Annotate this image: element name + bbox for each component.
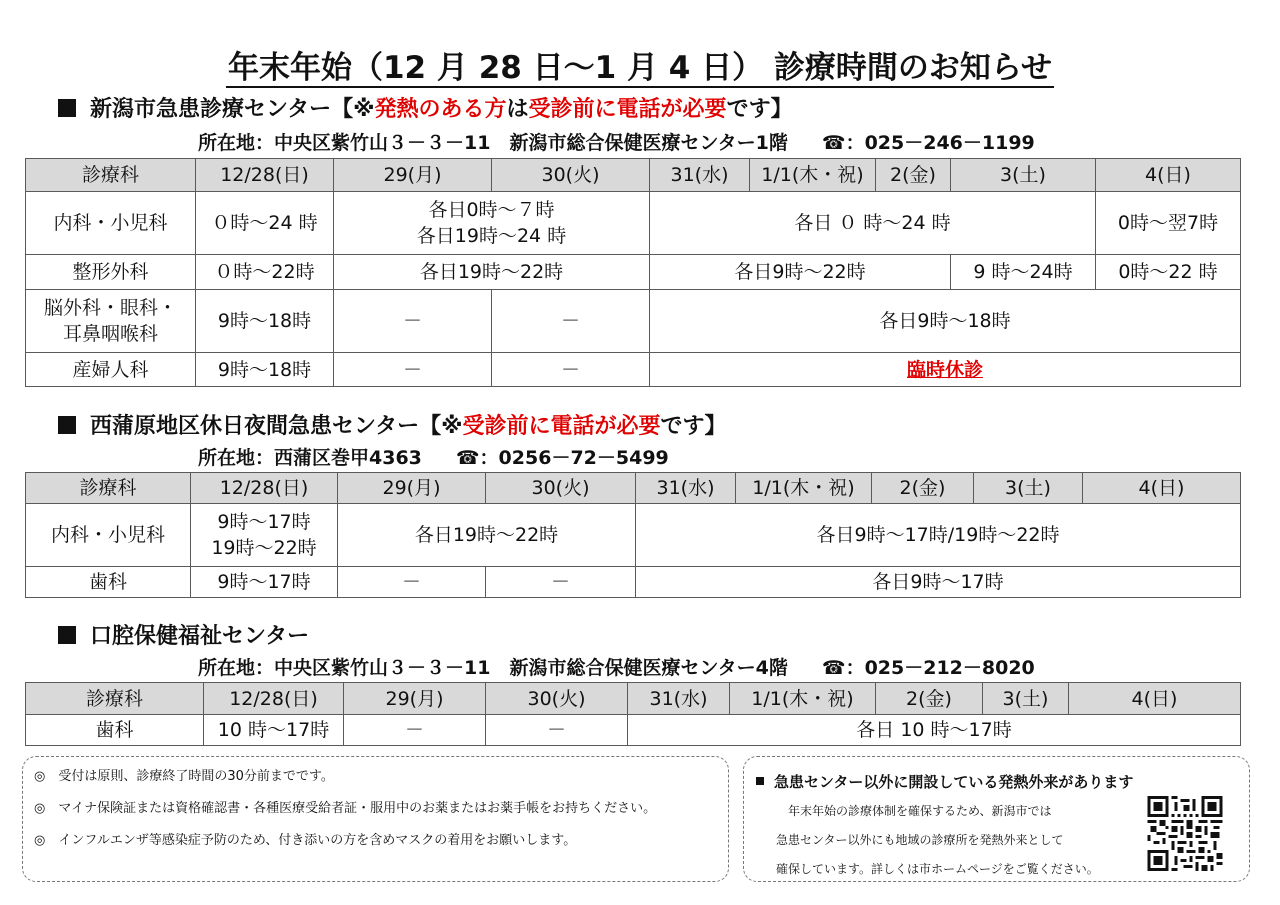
schedule-cell: 9 時～24時 bbox=[951, 255, 1096, 290]
fever-clinic-heading: 急患センター以外に開設している発熱外来があります bbox=[756, 771, 1133, 792]
schedule-cell: 9時～18時 bbox=[196, 353, 334, 387]
schedule-cell: － bbox=[334, 290, 492, 353]
closed-notice: 臨時休診 bbox=[906, 358, 983, 381]
dept-cell: 内科・小児科 bbox=[26, 504, 191, 567]
header-cell: 12/28(日) bbox=[204, 683, 344, 715]
header-cell: 30(火) bbox=[486, 683, 628, 715]
header-cell: 29(月) bbox=[344, 683, 486, 715]
schedule-cell: 各日9時～17時/19時～22時 bbox=[636, 504, 1241, 567]
header-cell: 1/1(木・祝) bbox=[730, 683, 876, 715]
table-header-row bbox=[26, 473, 1241, 504]
schedule-cell: 各日19時～22時 bbox=[338, 504, 636, 567]
qr-code-icon[interactable] bbox=[1146, 796, 1224, 871]
section2-address-line: 所在地：西蒲区巻甲4363 ☎：0256－72－5499 bbox=[198, 447, 669, 469]
header-cell: 30(火) bbox=[486, 473, 636, 504]
section3-schedule-table bbox=[25, 682, 1241, 746]
schedule-cell: 9時～18時 bbox=[196, 290, 334, 353]
header-cell: 診療科 bbox=[26, 473, 191, 504]
table-row bbox=[26, 290, 1241, 353]
dept-cell: 産婦人科 bbox=[26, 353, 196, 387]
header-cell: 29(月) bbox=[338, 473, 486, 504]
schedule-cell: 0時～翌7時 bbox=[1096, 192, 1241, 255]
header-cell: 30(火) bbox=[492, 159, 650, 192]
header-cell: 31(水) bbox=[636, 473, 736, 504]
dept-cell: 整形外科 bbox=[26, 255, 196, 290]
section3-heading: 口腔保健福祉センター bbox=[58, 622, 309, 652]
note-item: ◎ インフルエンザ等感染症予防のため、付き添いの方を含めマスクの着用をお願いします。 bbox=[34, 833, 577, 848]
schedule-cell: 各日0時～７時 各日19時～24 時 bbox=[334, 192, 650, 255]
page-title: 年末年始（12 月 28 日～1 月 4 日） 診療時間のお知らせ bbox=[227, 50, 1053, 86]
schedule-cell: － bbox=[486, 715, 628, 746]
schedule-cell: － bbox=[486, 567, 636, 598]
section1-address-line: 所在地：中央区紫竹山３－３－11 新潟市総合保健医療センター1階 ☎：025－246－1199 bbox=[198, 132, 1035, 154]
closed-notice-cell bbox=[650, 353, 1241, 387]
table-row bbox=[26, 715, 1241, 746]
note-item: ◎ 受付は原則、診療終了時間の30分前までです。 bbox=[34, 769, 334, 784]
header-cell: 診療科 bbox=[26, 159, 196, 192]
table-row bbox=[26, 255, 1241, 290]
header-cell: 診療科 bbox=[26, 683, 204, 715]
section1-heading: 新潟市急患診療センター【※発熱のある方は受診前に電話が必要です】 bbox=[58, 95, 793, 125]
square-bullet-icon bbox=[58, 416, 76, 434]
header-cell: 3(土) bbox=[951, 159, 1096, 192]
schedule-cell: 10 時～17時 bbox=[204, 715, 344, 746]
fever-clinic-text: 年末年始の診療体制を確保するため、新潟市では 急患センター以外にも地域の診療所を発熱外来として 確保しています。詳しくは市ホームページをご覧ください。 bbox=[776, 804, 1099, 876]
schedule-cell: － bbox=[492, 353, 650, 387]
header-cell: 29(月) bbox=[334, 159, 492, 192]
header-cell: 1/1(木・祝) bbox=[736, 473, 872, 504]
schedule-cell: ０時～24 時 bbox=[196, 192, 334, 255]
dept-cell: 歯科 bbox=[26, 715, 204, 746]
header-cell: 2(金) bbox=[876, 159, 951, 192]
header-cell: 12/28(日) bbox=[191, 473, 338, 504]
header-cell: 1/1(木・祝) bbox=[750, 159, 876, 192]
schedule-cell: － bbox=[344, 715, 486, 746]
square-bullet-icon bbox=[756, 777, 764, 785]
square-bullet-icon bbox=[58, 99, 76, 117]
header-cell: 12/28(日) bbox=[196, 159, 334, 192]
header-cell: 3(土) bbox=[974, 473, 1083, 504]
table-row bbox=[26, 192, 1241, 255]
dept-cell: 歯科 bbox=[26, 567, 191, 598]
section1-schedule-table bbox=[25, 158, 1241, 387]
header-cell: 4(日) bbox=[1069, 683, 1241, 715]
schedule-cell: 各日 10 時～17時 bbox=[628, 715, 1241, 746]
schedule-cell: 各日9時～17時 bbox=[636, 567, 1241, 598]
schedule-cell: 9時～17時 19時～22時 bbox=[191, 504, 338, 567]
dept-cell: 脳外科・眼科・ 耳鼻咽喉科 bbox=[26, 290, 196, 353]
schedule-cell: 各日9時～18時 bbox=[650, 290, 1241, 353]
schedule-cell: － bbox=[492, 290, 650, 353]
schedule-cell: 各日9時～22時 bbox=[650, 255, 951, 290]
header-cell: 3(土) bbox=[983, 683, 1069, 715]
schedule-cell: － bbox=[338, 567, 486, 598]
table-row bbox=[26, 353, 1241, 387]
schedule-cell: 各日 ０ 時～24 時 bbox=[650, 192, 1096, 255]
header-cell: 2(金) bbox=[872, 473, 974, 504]
phone-icon: ☎：025－212－8020 bbox=[821, 657, 1035, 679]
dept-cell: 内科・小児科 bbox=[26, 192, 196, 255]
header-cell: 4(日) bbox=[1096, 159, 1241, 192]
header-cell: 31(水) bbox=[628, 683, 730, 715]
header-cell: 2(金) bbox=[876, 683, 983, 715]
schedule-cell: － bbox=[334, 353, 492, 387]
table-row bbox=[26, 504, 1241, 567]
schedule-cell: 0時～22 時 bbox=[1096, 255, 1241, 290]
square-bullet-icon bbox=[58, 626, 76, 644]
section2-heading: 西蒲原地区休日夜間急患センター【※受診前に電話が必要です】 bbox=[58, 412, 727, 442]
note-item: ◎ マイナ保険証または資格確認書・各種医療受給者証・服用中のお薬またはお薬手帳をお持ちください。 bbox=[34, 801, 657, 816]
table-header-row bbox=[26, 159, 1241, 192]
header-cell: 4(日) bbox=[1083, 473, 1241, 504]
schedule-cell: 各日19時～22時 bbox=[334, 255, 650, 290]
schedule-cell: 9時～17時 bbox=[191, 567, 338, 598]
table-row bbox=[26, 567, 1241, 598]
phone-icon: ☎：0256－72－5499 bbox=[455, 447, 669, 469]
section2-schedule-table bbox=[25, 472, 1241, 598]
phone-icon: ☎：025－246－1199 bbox=[821, 132, 1035, 154]
header-cell: 31(水) bbox=[650, 159, 750, 192]
schedule-cell: ０時～22時 bbox=[196, 255, 334, 290]
table-header-row bbox=[26, 683, 1241, 715]
section3-address-line: 所在地：中央区紫竹山３－３－11 新潟市総合保健医療センター4階 ☎：025－212－8020 bbox=[198, 657, 1035, 679]
